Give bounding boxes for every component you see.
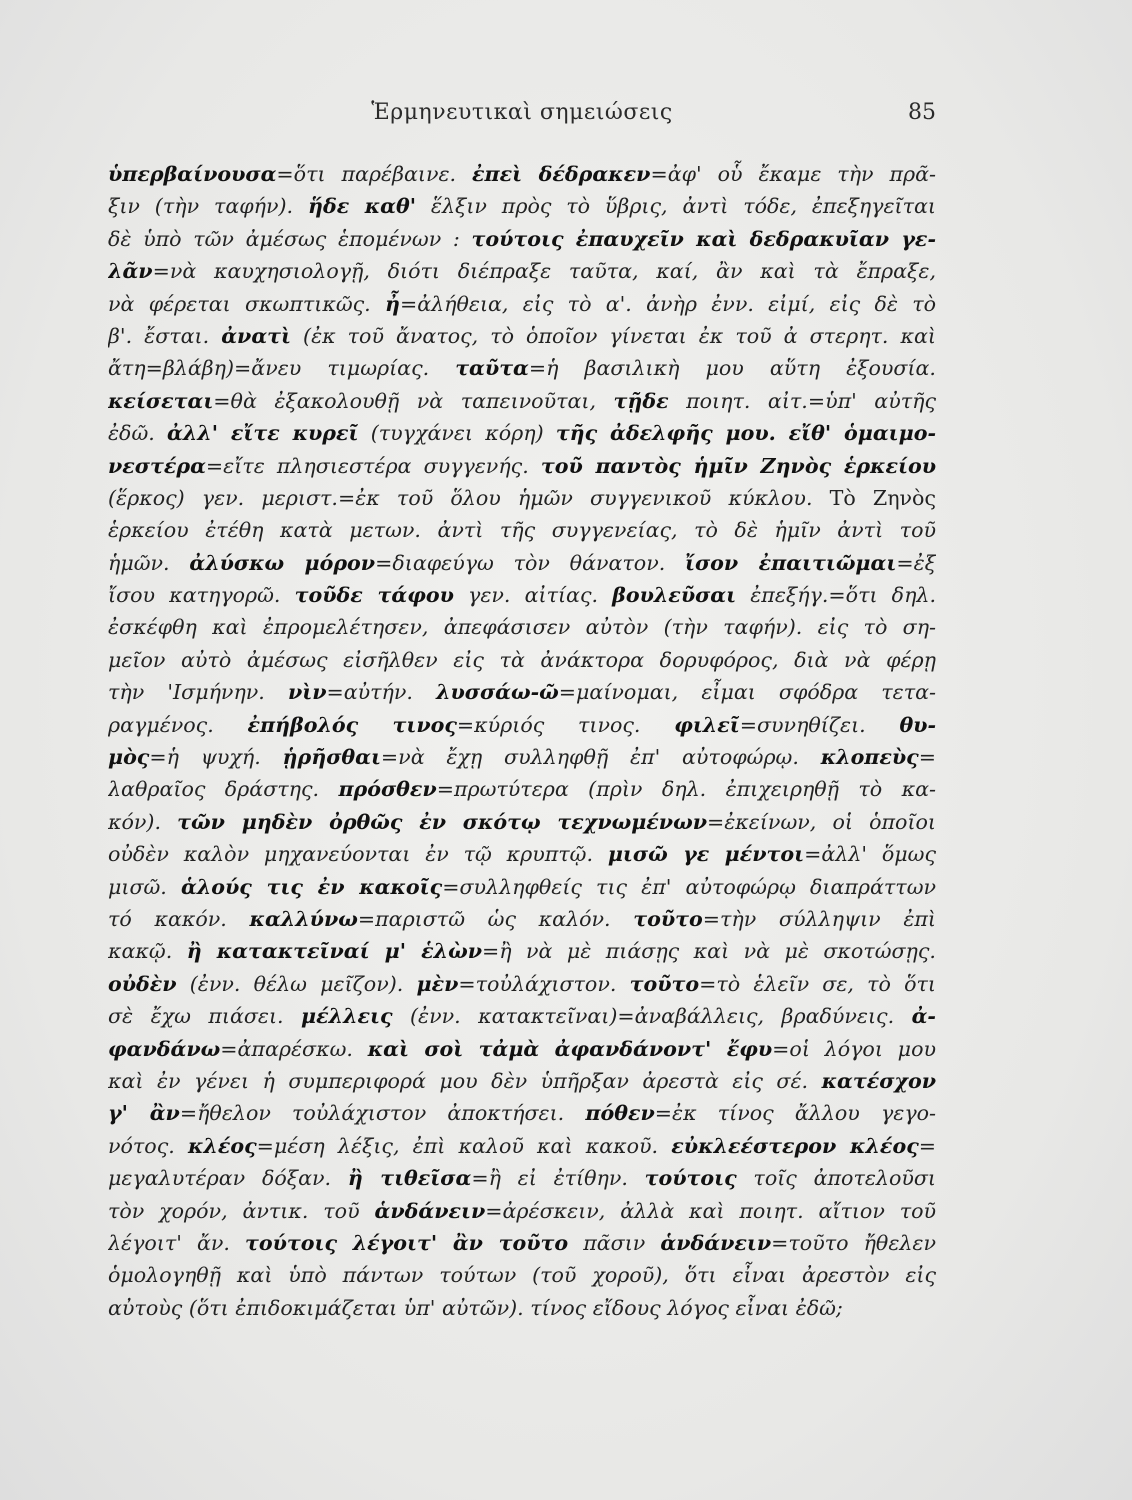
- gloss-text: =παριστῶ ὡς καλόν.: [357, 906, 634, 931]
- gloss-text: ἐδῶ.: [108, 421, 168, 446]
- gloss-text: =ἢ νὰ μὲ πιάσῃς καὶ νὰ μὲ σκοτώσῃς.: [481, 939, 936, 964]
- gloss-text: νὰ φέρεται σκωπτικῶς.: [108, 291, 385, 316]
- lemma-term: τοῦ παντὸς ἡμῖν Ζηνὸς ἑρκείου: [540, 453, 936, 478]
- lemma-term: ἐπήβολός τινος: [247, 712, 457, 737]
- gloss-text: =: [918, 745, 936, 770]
- gloss-text: =εἴτε πλησιεστέρα συγγενής.: [205, 453, 541, 478]
- text-line: [108, 773, 936, 805]
- gloss-text: ραγμένος.: [108, 712, 248, 737]
- gloss-text: =οἱ λόγοι μου: [772, 1036, 936, 1061]
- lemma-term: ἀνατὶ: [221, 323, 292, 348]
- lemma-term: μισῶ γε μέντοι: [607, 842, 805, 867]
- text-line: [108, 871, 936, 903]
- gloss-text: μεγαλυτέραν δόξαν.: [108, 1166, 348, 1191]
- gloss-text: αὐτοὺς (ὅτι ἐπιδοκιμάζεται ὑπ' αὐτῶν). τίνος εἴδους λόγος εἶναι ἐδῶ;: [108, 1295, 843, 1320]
- gloss-text: =αὐτήν.: [326, 680, 437, 705]
- gloss-text: =θὰ ἐξακολουθῇ νὰ ταπεινοῦται,: [213, 388, 614, 413]
- text-line: [108, 482, 936, 514]
- gloss-text: μεῖον αὐτὸ ἀμέσως εἰσῆλθεν εἰς τὰ ἀνάκτορα δορυφόρος, διὰ νὰ φέρῃ: [108, 647, 936, 672]
- gloss-text: τὸν χορόν, ἀντικ. τοῦ: [108, 1198, 375, 1223]
- text-line: [108, 1292, 936, 1324]
- gloss-text: οὐδὲν καλὸν μηχανεύονται ἐν τῷ κρυπτῷ.: [108, 842, 608, 867]
- lemma-term: ἴσον ἐπαιτιῶμαι: [685, 550, 897, 575]
- running-title: Ἑρμηνευτικαὶ σημειώσεις: [371, 100, 673, 125]
- gloss-text: =μαίνομαι, εἶμαι σφόδρα τετα-: [558, 680, 936, 705]
- text-line: [108, 417, 936, 449]
- lemma-term: κλοπεὺς: [820, 745, 919, 770]
- gloss-text: λαθραῖος δράστης.: [108, 777, 339, 802]
- lemma-term: ἢ τιθεῖσα: [347, 1166, 472, 1191]
- gloss-text: ἡμῶν.: [108, 550, 190, 575]
- gloss-text: =τοὐλάχιστον.: [458, 971, 630, 996]
- lemma-term: ὑπερβαίνουσα: [108, 162, 277, 186]
- gloss-text: =τὸ ἑλεῖν σε, τὸ ὅτι: [699, 971, 936, 996]
- gloss-text: γεν. αἰτίας.: [453, 583, 613, 608]
- text-line: [108, 903, 936, 935]
- gloss-text: δὲ ὑπὸ τῶν ἀμέσως ἑπομένων :: [108, 226, 472, 251]
- text-line: [108, 547, 936, 579]
- gloss-text: =μέση λέξις, ἐπὶ καλοῦ καὶ κακοῦ.: [256, 1133, 672, 1158]
- gloss-text: ἐπεξήγ.=ὅτι δηλ.: [736, 583, 936, 608]
- lemma-term: γ' ἂν: [108, 1101, 180, 1126]
- lemma-term: τῶν μηδὲν ὀρθῶς ἐν σκότῳ τεχνωμένων: [177, 809, 707, 834]
- gloss-text: τὴν 'Ισμήνην.: [108, 680, 288, 705]
- text-line: [108, 190, 936, 222]
- gloss-text: =ἢ εἰ ἐτίθην.: [471, 1166, 645, 1191]
- gloss-text: μισῶ.: [108, 874, 181, 899]
- gloss-text: τοῖς ἀποτελοῦσι: [736, 1166, 936, 1191]
- gloss-text: ἄτη=βλάβη)=ἄνευ τιμωρίας.: [108, 356, 456, 381]
- gloss-text: =τοῦτο ἤθελεν: [771, 1230, 936, 1255]
- gloss-text: (ἐνν. κατακτεῖναι)=ἀναβάλλεις, βραδύνεις.: [392, 1004, 912, 1029]
- lemma-term: ἢ κατακτεῖναί μ' ἑλὼν: [186, 939, 482, 964]
- lemma-term: τοῦδε τάφου: [294, 583, 454, 608]
- text-line: [108, 1000, 936, 1032]
- lemma-term: μὲν: [416, 971, 459, 996]
- gloss-text: =ἀλλ' ὅμως: [804, 842, 936, 867]
- gloss-text: (τυγχάνει κόρη): [358, 421, 556, 446]
- text-line: [108, 1195, 936, 1227]
- gloss-text: =ἀφ' οὗ ἔκαμε τὴν πρᾶ-: [650, 162, 936, 186]
- gloss-text: =νὰ καυχησιολογῇ, διότι διέπραξε ταῦτα, καί, ἂν καὶ τὰ ἔπραξε,: [152, 259, 936, 284]
- gloss-text: ἑρκείου ἐτέθη κατὰ μετων. ἀντὶ τῆς συγγενείας, τὸ δὲ ἡμῖν ἀντὶ τοῦ: [108, 518, 936, 543]
- page-number: 85: [908, 100, 936, 125]
- gloss-text: =διαφεύγω τὸν θάνατον.: [375, 550, 686, 575]
- gloss-text: =πρωτύτερα (πρὶν δηλ. ἐπιχειρηθῇ τὸ κα-: [436, 777, 936, 802]
- gloss-text: =κύριός τινος.: [456, 712, 675, 737]
- gloss-text: =ἀρέσκειν, ἀλλὰ καὶ ποιητ. αἴτιον τοῦ: [485, 1198, 936, 1223]
- text-line: [108, 1130, 936, 1162]
- lemma-term: θυ-: [899, 712, 936, 737]
- text-line: [108, 611, 936, 643]
- gloss-text: νότος.: [108, 1133, 188, 1158]
- gloss-text: ἐσκέφθη καὶ ἐπρομελέτησεν, ἀπεφάσισεν αὐτὸν (τὴν ταφήν). εἰς τὸ ση-: [108, 615, 936, 640]
- gloss-text: =ἐκ τίνος ἄλλου γεγο-: [654, 1101, 936, 1126]
- text-line: [108, 320, 936, 352]
- text-line: [108, 223, 936, 255]
- gloss-text: =ἡ ψυχή.: [149, 745, 283, 770]
- gloss-text: =: [918, 1133, 936, 1158]
- gloss-text: πᾶσιν: [568, 1230, 661, 1255]
- lemma-term: φανδάνω: [108, 1036, 221, 1061]
- lemma-term: εὐκλεέστερον κλέος: [671, 1133, 919, 1158]
- lemma-term: τῆς ἀδελφῆς μου. εἴθ' ὁμαιμο-: [555, 421, 936, 446]
- gloss-text: κόν).: [108, 809, 178, 834]
- lemma-term: καὶ σοὶ τἀμὰ ἀφανδάνοντ' ἔφυ: [367, 1036, 773, 1061]
- lemma-term: ᾑρῆσθαι: [282, 745, 381, 770]
- text-line: [108, 1162, 936, 1194]
- commentary-text: [108, 158, 936, 1324]
- text-line: [108, 385, 936, 417]
- gloss-text: (ἕρκος) γεν. μεριστ.=ἐκ τοῦ ὅλου ἡμῶν συγγενικοῦ κύκλου.: [108, 485, 830, 510]
- gloss-text: καὶ ἐν γένει ἡ συμπεριφορά μου δὲν ὑπῆρξαν ἀρεστὰ εἰς σέ.: [108, 1068, 822, 1093]
- gloss-text: τό κακόν.: [108, 906, 250, 931]
- lemma-term: ἐπεὶ δέδρακεν: [472, 162, 651, 186]
- gloss-text: σὲ ἔχω πιάσει.: [108, 1004, 302, 1029]
- gloss-text: κακῷ.: [108, 939, 187, 964]
- text-line: [108, 450, 936, 482]
- lemma-term: πρόσθεν: [338, 777, 437, 802]
- gloss-text: =ἡ βασιλικὴ μου αὕτη ἐξουσία.: [528, 356, 936, 381]
- lemma-term: ἁλούς τις ἐν κακοῖς: [180, 874, 443, 899]
- gloss-text: =ἀπαρέσκω.: [220, 1036, 368, 1061]
- gloss-text: (ἐνν. θέλω μεῖζον).: [176, 971, 417, 996]
- text-line: [108, 968, 936, 1000]
- gloss-text: ὁμολογηθῇ καὶ ὑπὸ πάντων τούτων (τοῦ χοροῦ), ὅτι εἶναι ἀρεστὸν εἰς: [108, 1263, 936, 1288]
- lemma-term: τούτοις ἐπαυχεῖν καὶ δεδρακυῖαν γε-: [471, 226, 936, 251]
- gloss-text: =ἀλήθεια, εἰς τὸ α'. ἀνὴρ ἐνν. εἰμί, εἰς δὲ τὸ: [399, 291, 936, 316]
- gloss-text: =ἐκείνων, οἱ ὁποῖοι: [707, 809, 936, 834]
- text-line: [108, 514, 936, 546]
- lemma-term: ἦ: [384, 291, 400, 316]
- lemma-term: τῇδε: [613, 388, 669, 413]
- lemma-term: ἁνδάνειν: [374, 1198, 486, 1223]
- lemma-term: φιλεῖ: [674, 712, 740, 737]
- text-line: [108, 676, 936, 708]
- lemma-term: κείσεται: [108, 388, 214, 413]
- text-line: [108, 935, 936, 967]
- text-line: [108, 352, 936, 384]
- page-header: [108, 100, 936, 134]
- gloss-text: (ἐκ τοῦ ἄνατος, τὸ ὁποῖον γίνεται ἐκ τοῦ ἀ στερητ. καὶ: [291, 323, 936, 348]
- gloss-text: ξιν (τὴν ταφήν).: [108, 194, 308, 219]
- lemma-term: πόθεν: [585, 1101, 655, 1126]
- gloss-text: =ἤθελον τοὐλάχιστον ἀποκτήσει.: [179, 1101, 586, 1126]
- gloss-text: ἴσου κατηγορῶ.: [108, 583, 295, 608]
- text-line: [108, 255, 936, 287]
- text-line: [108, 1033, 936, 1065]
- lemma-term: λυσσάω-ῶ: [436, 680, 559, 705]
- text-line: [108, 1227, 936, 1259]
- text-line: [108, 644, 936, 676]
- lemma-term: ταῦτα: [455, 356, 529, 381]
- lemma-term: τούτοις λέγοιτ' ἂν τοῦτο: [245, 1230, 569, 1255]
- text-line: [108, 579, 936, 611]
- gloss-text: =τὴν σύλληψιν ἐπὶ: [702, 906, 936, 931]
- lemma-term: καλλύνω: [249, 906, 358, 931]
- lemma-term: οὐδὲν: [108, 971, 177, 996]
- gloss-text: =συλληφθείς τις ἐπ' αὐτοφώρῳ διαπράττων: [442, 874, 936, 899]
- gloss-text: Τὸ Ζηνὸς: [829, 485, 936, 510]
- lemma-term: βουλεῦσαι: [612, 583, 737, 608]
- gloss-text: =νὰ ἔχῃ συλληφθῇ ἐπ' αὐτοφώρῳ.: [380, 745, 821, 770]
- gloss-text: ποιητ. αἰτ.=ὑπ' αὐτῆς: [668, 388, 936, 413]
- lemma-term: νὶν: [287, 680, 327, 705]
- lemma-term: νεστέρα: [108, 453, 206, 478]
- lemma-term: ἀ-: [911, 1004, 936, 1029]
- text-line: [108, 1259, 936, 1291]
- lemma-term: μέλλεις: [301, 1004, 393, 1029]
- lemma-term: ἀλύσκω μόρον: [189, 550, 376, 575]
- lemma-term: λᾶν: [108, 259, 153, 284]
- gloss-text: β'. ἔσται.: [108, 323, 222, 348]
- text-line: [108, 158, 936, 190]
- gloss-text: =συνηθίζει.: [739, 712, 900, 737]
- text-line: [108, 806, 936, 838]
- lemma-term: ἀλλ' εἴτε κυρεῖ: [167, 421, 359, 446]
- lemma-term: κλέος: [187, 1133, 257, 1158]
- text-line: [108, 288, 936, 320]
- lemma-term: τοῦτο: [633, 906, 703, 931]
- gloss-text: =ὅτι παρέβαινε.: [276, 162, 473, 186]
- text-line: [108, 1097, 936, 1129]
- text-line: [108, 838, 936, 870]
- gloss-text: ἕλξιν πρὸς τὸ ὕβρις, ἀντὶ τόδε, ἐπεξηγεῖται: [416, 194, 936, 219]
- lemma-term: τούτοις: [644, 1166, 737, 1191]
- lemma-term: τοῦτο: [629, 971, 700, 996]
- lemma-term: ἥδε καθ': [307, 194, 417, 219]
- gloss-text: =ἐξ: [896, 550, 936, 575]
- lemma-term: ἁνδάνειν: [660, 1230, 772, 1255]
- text-line: [108, 709, 936, 741]
- lemma-term: μὸς: [108, 745, 150, 770]
- text-line: [108, 1065, 936, 1097]
- lemma-term: κατέσχον: [821, 1068, 936, 1093]
- text-line: [108, 741, 936, 773]
- gloss-text: λέγοιτ' ἄν.: [108, 1230, 246, 1255]
